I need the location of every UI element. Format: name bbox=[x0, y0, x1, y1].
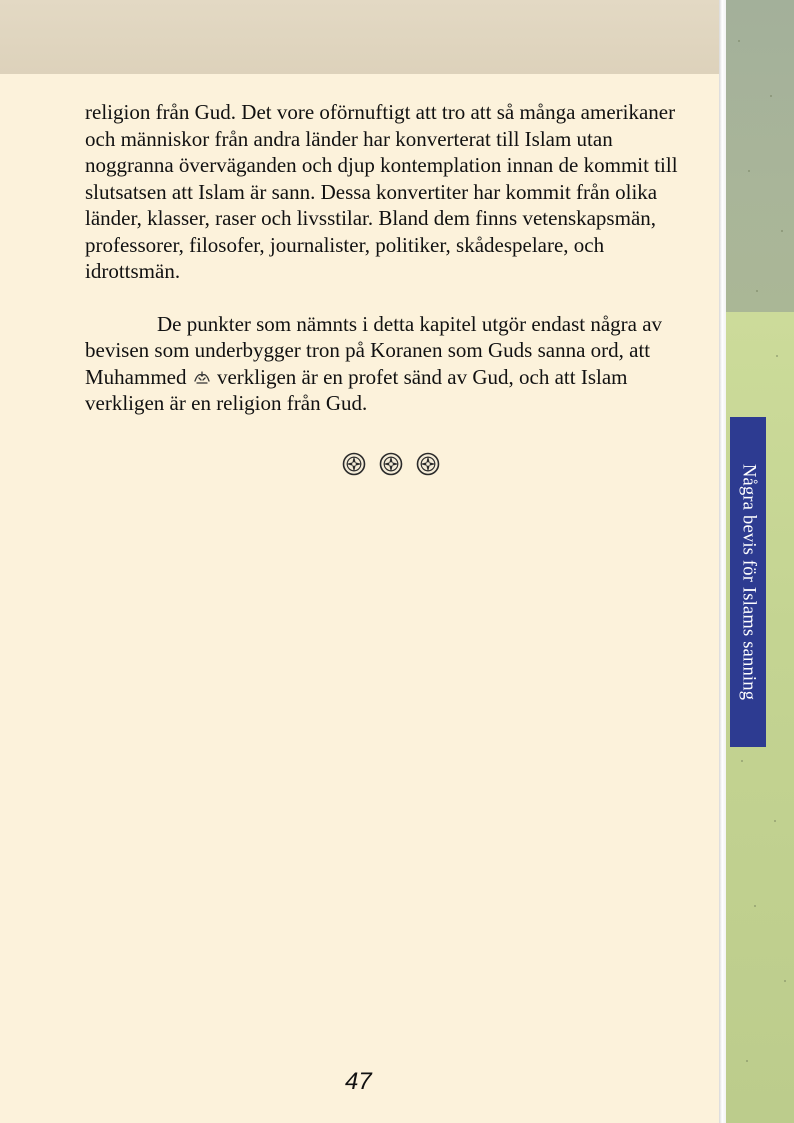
speckle bbox=[784, 980, 786, 982]
rosette-ornament-icon bbox=[379, 452, 403, 476]
side-strip bbox=[726, 0, 794, 1123]
rosette-ornament-icon bbox=[342, 452, 366, 476]
paragraph-1: religion från Gud. Det vore oförnuftigt att tro att så många amerikaner och människor från andra länder har konverterat till Islam utan noggranna överväganden och djup kontemplation innan de kommit till slutsatsen att Islam är sann. Dessa konvertiter har kommit från olika länder, klasser, raser och livsstilar. Bland dem finns vetenskapsmän, professorer, filosofer, journalister, politiker, skådespelare, och idrottsmän. bbox=[85, 100, 678, 283]
speckle bbox=[738, 40, 740, 42]
speckle bbox=[781, 230, 783, 232]
chapter-side-tab-label: Några bevis för Islams sanning bbox=[738, 463, 759, 701]
honorific-glyph-icon bbox=[194, 371, 210, 385]
chapter-side-tab bbox=[730, 417, 766, 747]
body-text bbox=[85, 99, 697, 417]
speckle bbox=[776, 355, 778, 357]
header-band bbox=[0, 0, 719, 74]
speckle bbox=[748, 170, 750, 172]
paragraph-2 bbox=[85, 311, 697, 417]
speckle bbox=[756, 290, 758, 292]
speckle bbox=[774, 820, 776, 822]
paragraph-2-after: verkligen är en profet sänd av Gud, och att Islam verkligen är en religion från Gud. bbox=[85, 364, 628, 415]
speckle bbox=[746, 1060, 748, 1062]
side-strip-top bbox=[726, 0, 794, 312]
page-divider bbox=[719, 0, 726, 1123]
paragraph-2-before: De punkter som nämnts i detta kapitel utgör endast några av bevisen som underbygger tron på Koranen som Guds sanna ord, att Muhammed bbox=[85, 311, 663, 389]
speckle bbox=[770, 95, 772, 97]
page-number: 47 bbox=[345, 1068, 372, 1095]
speckle bbox=[741, 760, 743, 762]
rosette-ornament-icon bbox=[416, 452, 440, 476]
section-ornaments bbox=[342, 452, 442, 476]
speckle bbox=[754, 905, 756, 907]
